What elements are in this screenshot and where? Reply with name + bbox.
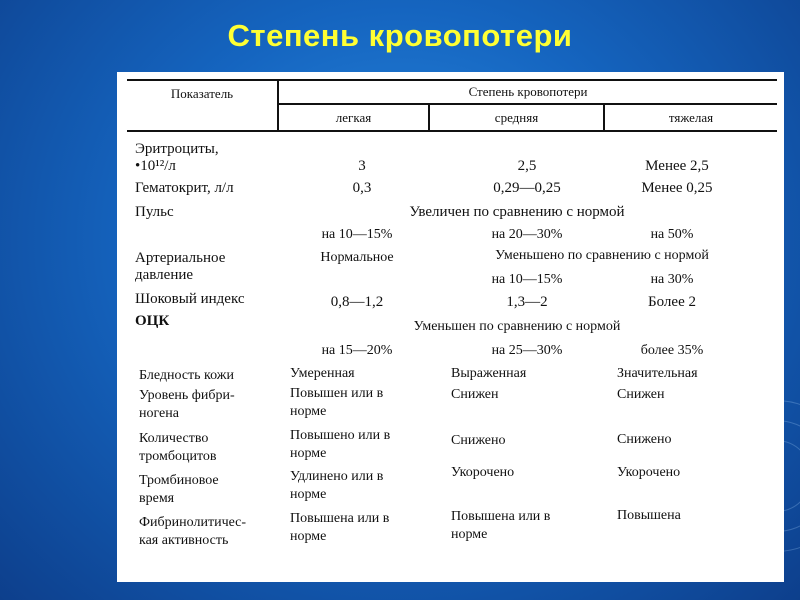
cell-light: на 15—20% <box>321 343 393 358</box>
cell-medium: на 25—30% <box>491 343 563 358</box>
blood-loss-table <box>117 72 784 582</box>
row-label: время <box>139 491 175 506</box>
cell-medium: 2,5 <box>517 158 537 174</box>
cell-light: Повышено или в <box>290 428 391 443</box>
cell-severe: на 50% <box>650 227 694 242</box>
cell-light: норме <box>290 529 327 544</box>
cell-medium: на 10—15% <box>491 272 563 287</box>
slide-title: Степень кровопотери <box>227 18 573 53</box>
cell-light: 0,8—1,2 <box>330 294 384 310</box>
cell-severe: Укорочено <box>617 465 681 480</box>
header-severe: тяжелая <box>668 110 714 125</box>
header-medium: средняя <box>494 110 539 125</box>
cell-severe: Менее 0,25 <box>641 180 713 196</box>
cell-light: 0,3 <box>352 180 372 196</box>
cell-light: Умеренная <box>290 366 355 381</box>
cell-medium: Снижен <box>451 387 499 402</box>
cell-light: 3 <box>358 158 366 174</box>
header-split-rule <box>277 103 777 105</box>
table-top-rule <box>127 79 777 81</box>
row-label: Уровень фибри- <box>139 388 235 403</box>
cell-medium: Снижено <box>451 433 506 448</box>
row-label: Артериальное <box>135 250 226 266</box>
cell-severe: Снижено <box>617 432 672 447</box>
cell-span: Увеличен по сравнению с нормой <box>409 204 625 220</box>
cell-severe: Менее 2,5 <box>645 158 709 174</box>
row-label: Пульс <box>135 204 174 220</box>
row-label: •10¹²/л <box>135 158 176 174</box>
row-label: кая активность <box>139 533 229 548</box>
cell-medium: Выраженная <box>451 366 527 381</box>
header-bottom-rule <box>127 130 777 132</box>
header-degree: Степень кровопотери <box>468 84 588 99</box>
row-label: Бледность кожи <box>139 368 234 383</box>
cell-severe: Снижен <box>617 387 665 402</box>
cell-span: Уменьшен по сравнению с нормой <box>413 319 621 334</box>
cell-light: Повышен или в <box>290 386 384 401</box>
row-label: ногена <box>139 406 179 421</box>
row-label: тромбоцитов <box>139 449 217 464</box>
cell-span: Уменьшено по сравнению с нормой <box>495 248 709 263</box>
row-label: Шоковый индекс <box>135 291 245 307</box>
cell-light: норме <box>290 446 327 461</box>
row-label: Гематокрит, л/л <box>135 180 234 196</box>
cell-light: на 10—15% <box>321 227 393 242</box>
header-light: легкая <box>335 110 372 125</box>
cell-severe: Значительная <box>617 366 698 381</box>
cell-severe: Более 2 <box>648 294 696 310</box>
row-label: Количество <box>139 431 209 446</box>
cell-light: Удлинено или в <box>290 469 384 484</box>
cell-medium: 0,29—0,25 <box>493 180 561 196</box>
cell-medium: на 20—30% <box>491 227 563 242</box>
row-label: Фибринолитичес- <box>139 515 247 530</box>
row-label: давление <box>135 267 194 283</box>
cell-medium: Укорочено <box>451 465 515 480</box>
cell-medium: норме <box>451 527 488 542</box>
cell-severe: более 35% <box>640 343 704 358</box>
cell-light: Повышена или в <box>290 511 390 526</box>
row-label: ОЦК <box>135 313 170 329</box>
cell-light: Нормальное <box>320 250 394 265</box>
cell-light: норме <box>290 487 327 502</box>
row-label: Эритроциты, <box>135 141 219 157</box>
cell-medium: 1,3—2 <box>506 294 548 310</box>
cell-medium: Повышена или в <box>451 509 551 524</box>
cell-severe: на 30% <box>650 272 694 287</box>
header-indicator: Показатель <box>170 86 234 101</box>
cell-severe: Повышена <box>617 508 681 523</box>
row-label: Тромбиновое <box>139 473 219 488</box>
cell-light: норме <box>290 404 327 419</box>
